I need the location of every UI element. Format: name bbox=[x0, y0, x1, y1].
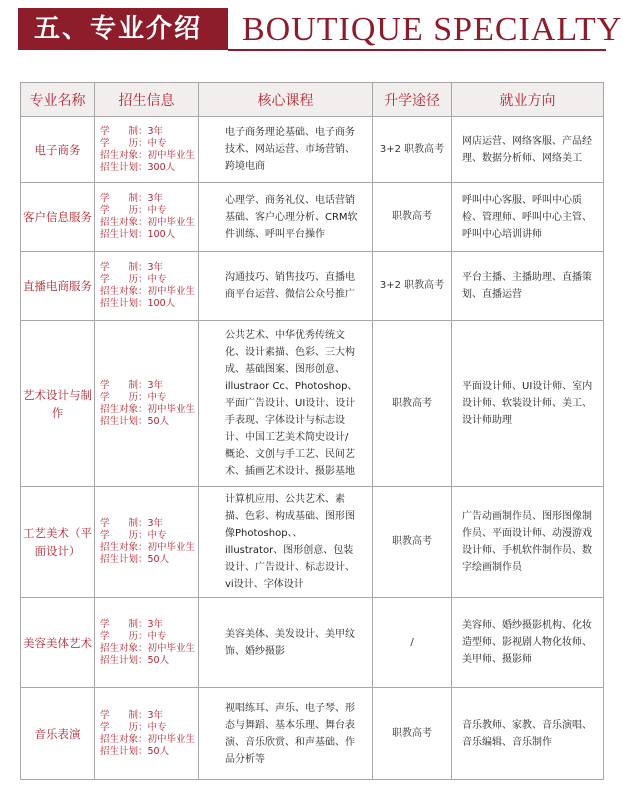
column-header: 核心课程 bbox=[199, 83, 373, 117]
info-line: 学 制：3年 bbox=[100, 379, 164, 391]
enrollment-info bbox=[95, 117, 199, 183]
core-courses: 沟通技巧、销售技巧、直播电商平台运营、微信公众号推广 bbox=[199, 252, 373, 321]
info-line: 招生计划：100人 bbox=[100, 298, 176, 309]
enrollment-info bbox=[95, 183, 199, 252]
table-row bbox=[21, 117, 604, 183]
info-line: 招生对象：初中毕业生 bbox=[100, 217, 196, 228]
info-line: 学 历：中专 bbox=[100, 530, 167, 541]
major-name: 美容美体艺术 bbox=[21, 598, 95, 688]
info-line: 学 制：3年 bbox=[100, 709, 164, 721]
major-name: 工艺美术（平面设计） bbox=[21, 487, 95, 598]
table-row bbox=[21, 252, 604, 321]
table-row bbox=[21, 487, 604, 598]
info-line: 学 制：3年 bbox=[100, 518, 164, 529]
career-direction: 音乐教师、家教、音乐演唱、音乐编辑、音乐制作 bbox=[452, 688, 604, 780]
info-line: 学 历：中专 bbox=[100, 205, 167, 216]
info-line: 学 历：中专 bbox=[100, 391, 167, 403]
major-name: 客户信息服务 bbox=[21, 183, 95, 252]
info-line: 招生计划：50人 bbox=[100, 415, 170, 427]
info-line: 招生对象：初中毕业生 bbox=[100, 286, 196, 297]
info-line: 招生对象：初中毕业生 bbox=[100, 542, 196, 553]
header bbox=[0, 0, 623, 58]
core-courses: 电子商务理论基础、电子商务技术、网站运营、市场营销、跨境电商 bbox=[199, 117, 373, 183]
table-row bbox=[21, 183, 604, 252]
advancement-path: 职教高考 bbox=[373, 321, 452, 487]
info-line: 招生计划：100人 bbox=[100, 229, 176, 240]
info-line: 招生计划：50人 bbox=[100, 554, 170, 565]
advancement-path: 3+2 职教高考 bbox=[373, 252, 452, 321]
advancement-path: 3+2 职教高考 bbox=[373, 117, 452, 183]
major-name: 艺术设计与制作 bbox=[21, 321, 95, 487]
section-title-en: BOUTIQUE SPECIALTY bbox=[242, 11, 623, 48]
info-line: 招生对象：初中毕业生 bbox=[100, 403, 196, 415]
advancement-path: 职教高考 bbox=[373, 688, 452, 780]
advancement-path: 职教高考 bbox=[373, 183, 452, 252]
info-line: 学 制：3年 bbox=[100, 125, 164, 137]
advancement-path: 职教高考 bbox=[373, 487, 452, 598]
core-courses: 视唱练耳、声乐、电子琴、形态与舞蹈、基本乐理、舞台表演、音乐欣赏、和声基础、作品分析等 bbox=[199, 688, 373, 780]
column-header: 专业名称 bbox=[21, 83, 95, 117]
major-name: 音乐表演 bbox=[21, 688, 95, 780]
info-line: 学 历：中专 bbox=[100, 721, 167, 733]
career-direction: 网店运营、网络客服、产品经理、数据分析师、网络美工 bbox=[452, 117, 604, 183]
table-row bbox=[21, 598, 604, 688]
enrollment-info bbox=[95, 688, 199, 780]
enrollment-info bbox=[95, 252, 199, 321]
column-header: 招生信息 bbox=[95, 83, 199, 117]
info-line: 招生对象：初中毕业生 bbox=[100, 642, 196, 654]
info-line: 招生计划：50人 bbox=[100, 745, 170, 757]
column-header: 升学途径 bbox=[373, 83, 452, 117]
info-line: 学 制：3年 bbox=[100, 262, 164, 273]
table-row bbox=[21, 688, 604, 780]
career-direction: 平台主播、主播助理、直播策划、直播运营 bbox=[452, 252, 604, 321]
info-line: 招生对象：初中毕业生 bbox=[100, 149, 196, 161]
specialty-table bbox=[20, 82, 604, 780]
info-line: 学 制：3年 bbox=[100, 193, 164, 204]
info-line: 学 历：中专 bbox=[100, 630, 167, 642]
core-courses: 美容美体、美发设计、美甲纹饰、婚纱摄影 bbox=[199, 598, 373, 688]
career-direction: 美容师、婚纱摄影机构、化妆造型师、影视剧人物化妆师、美甲师、摄影师 bbox=[452, 598, 604, 688]
info-line: 学 制：3年 bbox=[100, 618, 164, 630]
info-line: 招生对象：初中毕业生 bbox=[100, 733, 196, 745]
table-header-row bbox=[21, 83, 604, 117]
table-row bbox=[21, 321, 604, 487]
career-direction: 平面设计师、UI设计师、室内设计师、软装设计师、美工、设计师助理 bbox=[452, 321, 604, 487]
section-title: 五、专业介绍 bbox=[18, 8, 228, 50]
info-line: 学 历：中专 bbox=[100, 274, 167, 285]
info-line: 招生计划：50人 bbox=[100, 654, 170, 666]
core-courses: 计算机应用、公共艺术、素描、色彩、构成基础、图形图像Photoshop、、illustrator、图形创意、包装设计、广告设计、标志设计、vi设计、字体设计 bbox=[199, 487, 373, 598]
major-name: 直播电商服务 bbox=[21, 252, 95, 321]
career-direction: 广告动画制作员、图形图像制作员、平面设计师、动漫游戏设计师、手机软件制作员、数字绘画制作员 bbox=[452, 487, 604, 598]
info-line: 招生计划：300人 bbox=[100, 161, 176, 173]
career-direction: 呼叫中心客服、呼叫中心质检、管理师、呼叫中心主管、呼叫中心培训讲师 bbox=[452, 183, 604, 252]
title-divider bbox=[228, 49, 606, 51]
major-name: 电子商务 bbox=[21, 117, 95, 183]
core-courses: 公共艺术、中华优秀传统文化、设计素描、色彩、三大构成、基础图案、图形创意、illustraor Cc、Photoshop、平面广告设计、UI设计、设计手表现、字体设计与标志设计、中国工艺美术简史设计/概论、文创与手工艺、民间艺术、插画艺术设计、摄影基地 bbox=[199, 321, 373, 487]
column-header: 就业方向 bbox=[452, 83, 604, 117]
info-line: 学 历：中专 bbox=[100, 137, 167, 149]
core-courses: 心理学、商务礼仪、电话营销基础、客户心理分析、CRM软件训练、呼叫平台操作 bbox=[199, 183, 373, 252]
enrollment-info bbox=[95, 487, 199, 598]
enrollment-info bbox=[95, 321, 199, 487]
advancement-path: / bbox=[373, 598, 452, 688]
enrollment-info bbox=[95, 598, 199, 688]
